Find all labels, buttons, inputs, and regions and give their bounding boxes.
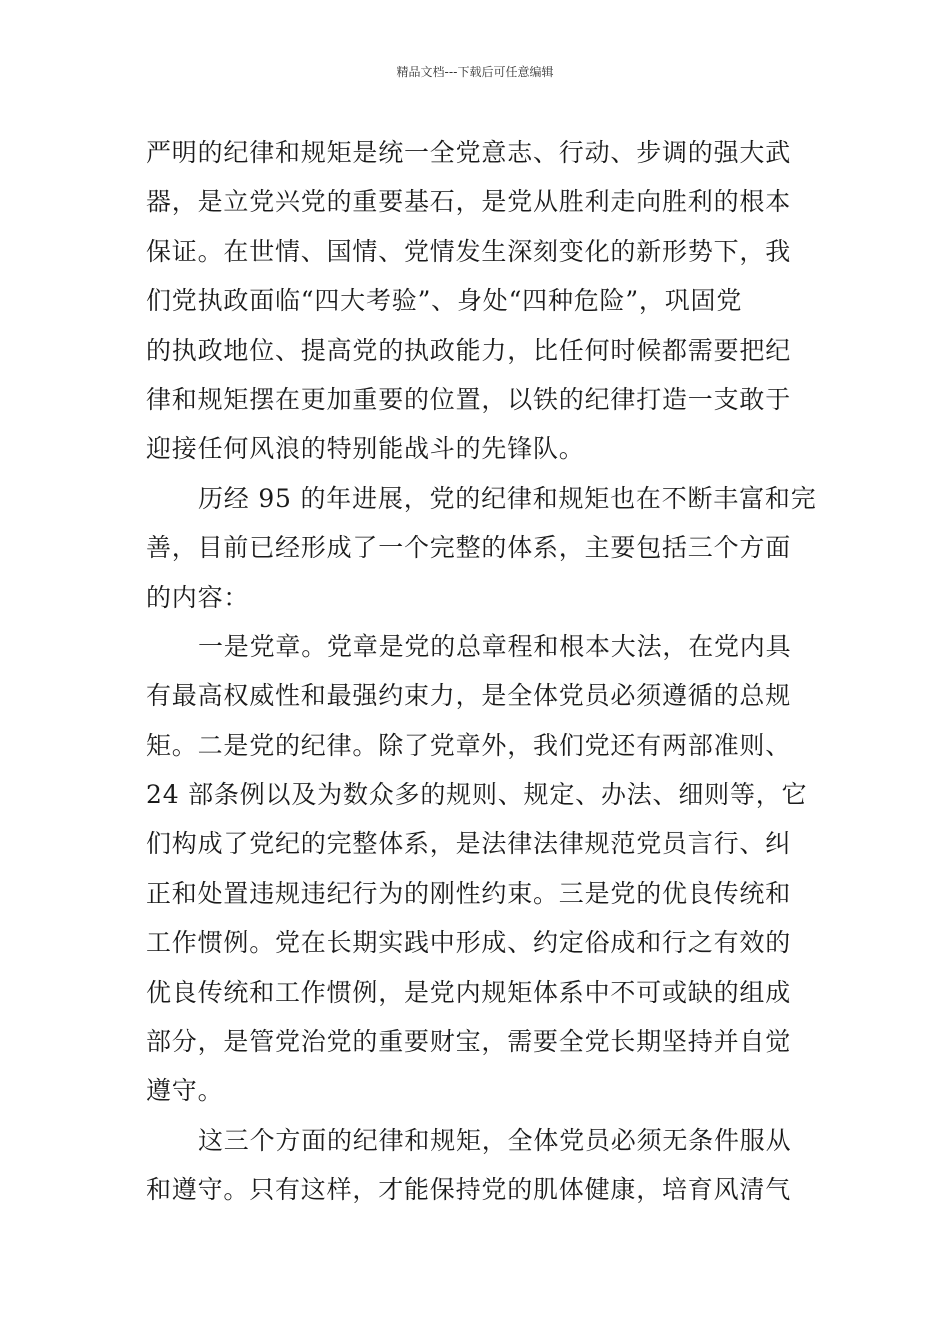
page-header: 精品文档---下载后可任意编辑 — [396, 65, 554, 79]
paragraph-3 — [146, 622, 806, 1116]
paragraph-4 — [146, 1116, 806, 1215]
text-line: 善，目前已经形成了一个完整的体系，主要包括三个方面 — [146, 533, 792, 563]
text-line: 保证。在世情、国情、党情发生深刻变化的新形势下，我 — [146, 236, 792, 266]
document-body — [146, 128, 817, 1215]
paragraph-1 — [146, 128, 806, 474]
text-line: 一是党章。党章是党的总章程和根本大法，在党内具 — [198, 631, 792, 661]
text-line: 们构成了党纪的完整体系，是法律法律规范党员言行、纠 — [146, 829, 792, 859]
text-line: 们党执政面临“四大考验”、身处“四种危险”，巩固党 — [146, 286, 743, 316]
text-line: 24 部条例以及为数众多的规则、规定、办法、细则等，它 — [146, 780, 808, 810]
text-line: 的执政地位、提高党的执政能力，比任何时候都需要把纪 — [146, 335, 792, 365]
text-line: 和遵守。只有这样，才能保持党的肌体健康，培育风清气 — [146, 1175, 792, 1205]
text-line: 律和规矩摆在更加重要的位置，以铁的纪律打造一支敢于 — [146, 384, 792, 414]
text-line: 历经 95 的年进展，党的纪律和规矩也在不断丰富和完 — [198, 483, 817, 513]
text-line: 优良传统和工作惯例，是党内规矩体系中不可或缺的组成 — [146, 977, 792, 1007]
text-line: 矩。二是党的纪律。除了党章外，我们党还有两部准则、 — [146, 730, 792, 760]
text-line: 正和处置违规违纪行为的刚性约束。三是党的优良传统和 — [146, 878, 792, 908]
text-line: 器，是立党兴党的重要基石，是党从胜利走向胜利的根本 — [146, 187, 792, 217]
text-line: 部分，是管党治党的重要财宝，需要全党长期坚持并自觉 — [146, 1027, 792, 1057]
text-line: 这三个方面的纪律和规矩，全体党员必须无条件服从 — [198, 1125, 792, 1155]
text-line: 工作惯例。党在长期实践中形成、约定俗成和行之有效的 — [146, 928, 792, 958]
paragraph-2 — [146, 474, 817, 622]
text-line: 严明的纪律和规矩是统一全党意志、行动、步调的强大武 — [146, 138, 792, 167]
text-line: 的内容： — [146, 582, 250, 612]
text-line: 迎接任何风浪的特别能战斗的先锋队。 — [146, 434, 585, 464]
text-line: 遵守。 — [146, 1076, 224, 1106]
text-line: 有最高权威性和最强约束力，是全体党员必须遵循的总规 — [146, 681, 792, 711]
